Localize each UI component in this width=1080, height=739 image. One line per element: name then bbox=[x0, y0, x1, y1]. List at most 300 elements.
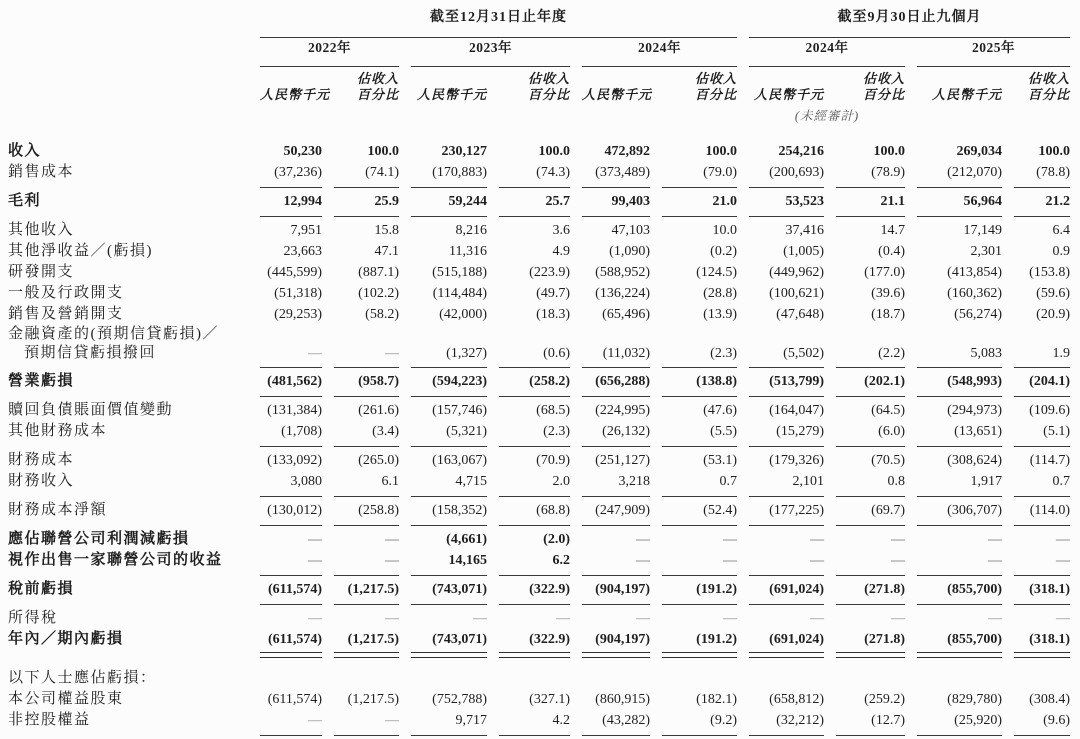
year-2022-header: 2022年 bbox=[308, 40, 351, 55]
percent-cell: 1.9 bbox=[1052, 346, 1070, 361]
single-rule bbox=[334, 496, 399, 497]
single-rule bbox=[836, 216, 905, 217]
row-label: 銷售及營銷開支 bbox=[8, 306, 124, 322]
single-rule bbox=[1014, 735, 1070, 736]
single-rule bbox=[334, 604, 399, 605]
single-rule bbox=[582, 735, 650, 736]
amount-cell: (164,047) bbox=[769, 403, 824, 418]
amount-cell: (25,920) bbox=[954, 713, 1002, 728]
amount-cell: (160,362) bbox=[947, 286, 1002, 301]
table-row bbox=[8, 668, 1080, 689]
single-rule bbox=[499, 396, 570, 397]
single-rule-row bbox=[8, 442, 1080, 450]
percent-cell bbox=[662, 668, 737, 689]
single-rule bbox=[662, 525, 737, 526]
table-row bbox=[8, 710, 1080, 731]
amount-cell: (15,279) bbox=[776, 424, 824, 439]
percent-cell: (70.9) bbox=[536, 453, 570, 468]
row-label: 其他財務成本 bbox=[8, 423, 108, 439]
single-rule bbox=[917, 216, 1002, 217]
percent-cell: (114.7) bbox=[1029, 453, 1070, 468]
percent-cell: (49.7) bbox=[536, 286, 570, 301]
percent-cell: — bbox=[723, 553, 737, 568]
single-rule bbox=[917, 367, 1002, 368]
double-rule bbox=[662, 652, 737, 658]
single-rule bbox=[917, 396, 1002, 397]
percent-cell: (5.1) bbox=[1043, 424, 1070, 439]
amount-cell bbox=[582, 668, 650, 689]
year-2024-header: 2024年 bbox=[638, 40, 681, 55]
percent-cell: — bbox=[1056, 553, 1070, 568]
amount-cell: (611,574) bbox=[267, 632, 322, 647]
amount-cell: — bbox=[988, 611, 1002, 626]
amount-cell: (743,071) bbox=[432, 582, 487, 597]
single-rule bbox=[1014, 604, 1070, 605]
single-rule bbox=[411, 604, 487, 605]
amount-cell: 50,230 bbox=[283, 144, 322, 159]
amount-cell: (200,693) bbox=[769, 165, 824, 180]
amount-cell: 53,523 bbox=[785, 194, 824, 209]
amount-cell: (1,090) bbox=[609, 244, 650, 259]
percent-cell: 100.0 bbox=[367, 144, 399, 159]
row-label: 稅前虧損 bbox=[8, 581, 75, 597]
single-rule-row bbox=[8, 600, 1080, 608]
double-rule bbox=[749, 652, 824, 658]
percent-cell: (69.7) bbox=[871, 503, 905, 518]
table-row bbox=[8, 344, 1080, 363]
amount-cell bbox=[260, 668, 322, 689]
percent-cell: 6.2 bbox=[552, 553, 570, 568]
table-row bbox=[8, 450, 1080, 471]
row-label: 年內／期內虧損 bbox=[8, 631, 124, 647]
single-rule bbox=[334, 216, 399, 217]
percent-cell: (271.8) bbox=[864, 632, 905, 647]
amount-cell: — bbox=[636, 611, 650, 626]
table-row bbox=[8, 608, 1080, 629]
single-rule-row bbox=[8, 571, 1080, 579]
single-rule bbox=[662, 187, 737, 188]
single-rule bbox=[411, 187, 487, 188]
percent-cell: (322.9) bbox=[529, 632, 570, 647]
percent-cell: (958.7) bbox=[358, 374, 399, 389]
year-rule bbox=[411, 58, 570, 67]
amount-cell: (11,032) bbox=[602, 346, 650, 361]
percent-cell: (0.6) bbox=[543, 346, 570, 361]
amount-cell: (29,253) bbox=[274, 307, 322, 322]
amount-cell: (42,000) bbox=[439, 307, 487, 322]
single-rule bbox=[749, 525, 824, 526]
percent-cell: (53.1) bbox=[703, 453, 737, 468]
percent-cell: (138.8) bbox=[696, 374, 737, 389]
amount-cell: (691,024) bbox=[769, 582, 824, 597]
single-rule bbox=[582, 575, 650, 576]
single-rule-row bbox=[8, 183, 1080, 191]
double-rule bbox=[1014, 652, 1070, 658]
single-rule bbox=[499, 575, 570, 576]
amount-cell: — bbox=[308, 611, 322, 626]
row-label: 預期信貸虧損撥回 bbox=[24, 345, 157, 361]
row-label: 以下人士應佔虧損： bbox=[8, 670, 157, 686]
amount-cell: (548,993) bbox=[947, 374, 1002, 389]
single-rule bbox=[1014, 396, 1070, 397]
percent-cell: 4.9 bbox=[552, 244, 570, 259]
percent-cell bbox=[836, 325, 905, 344]
amount-cell: (131,384) bbox=[267, 403, 322, 418]
percent-cell: — bbox=[1056, 532, 1070, 547]
single-rule bbox=[662, 396, 737, 397]
percent-cell: (153.8) bbox=[1029, 265, 1070, 280]
percent-cell: 21.2 bbox=[1045, 194, 1070, 209]
amount-cell: (56,274) bbox=[954, 307, 1002, 322]
single-rule-row bbox=[8, 392, 1080, 400]
percent-cell: (114.0) bbox=[1029, 503, 1070, 518]
amount-cell bbox=[749, 325, 824, 344]
single-rule bbox=[917, 446, 1002, 447]
interim-2024-header: 2024年 bbox=[805, 40, 849, 55]
amount-cell: (212,070) bbox=[947, 165, 1002, 180]
single-rule bbox=[499, 735, 570, 736]
percent-cell: — bbox=[1056, 611, 1070, 626]
single-rule bbox=[499, 216, 570, 217]
amount-cell: (26,132) bbox=[602, 424, 650, 439]
row-label: 其他收入 bbox=[8, 222, 75, 238]
single-rule bbox=[836, 735, 905, 736]
row-label: 應佔聯營公司利潤減虧損 bbox=[8, 531, 190, 547]
percent-cell: (322.9) bbox=[529, 582, 570, 597]
percent-cell: 0.7 bbox=[1052, 474, 1070, 489]
single-rule bbox=[662, 367, 737, 368]
amount-cell: — bbox=[308, 553, 322, 568]
single-rule bbox=[260, 216, 322, 217]
single-rule bbox=[662, 604, 737, 605]
single-rule bbox=[917, 604, 1002, 605]
double-rule bbox=[334, 652, 399, 658]
amount-cell: 230,127 bbox=[441, 144, 487, 159]
percent-cell: 2.0 bbox=[552, 474, 570, 489]
percent-cell: 4.2 bbox=[552, 713, 570, 728]
amount-cell bbox=[917, 325, 1002, 344]
single-rule bbox=[582, 604, 650, 605]
percent-cell: (2.3) bbox=[543, 424, 570, 439]
single-rule bbox=[334, 735, 399, 736]
amount-cell: 99,403 bbox=[611, 194, 650, 209]
single-rule bbox=[499, 496, 570, 497]
amount-cell: (1,327) bbox=[446, 346, 487, 361]
period-group-header-row bbox=[8, 8, 1080, 28]
percent-cell: (887.1) bbox=[358, 265, 399, 280]
single-rule bbox=[662, 446, 737, 447]
percent-cell: (223.9) bbox=[529, 265, 570, 280]
percent-cell: 25.7 bbox=[545, 194, 570, 209]
amount-cell: (413,854) bbox=[947, 265, 1002, 280]
amount-cell: (829,780) bbox=[947, 692, 1002, 707]
percent-cell: (12.7) bbox=[871, 713, 905, 728]
percent-cell: (47.6) bbox=[703, 403, 737, 418]
percent-cell: 100.0 bbox=[873, 144, 905, 159]
percent-cell: — bbox=[723, 532, 737, 547]
single-rule bbox=[662, 216, 737, 217]
percent-cell: (58.2) bbox=[365, 307, 399, 322]
single-rule bbox=[582, 396, 650, 397]
single-rule bbox=[662, 575, 737, 576]
single-rule bbox=[582, 216, 650, 217]
table-row bbox=[8, 191, 1080, 212]
row-label: 非控股權益 bbox=[8, 712, 91, 728]
single-rule bbox=[749, 496, 824, 497]
percent-cell: 47.1 bbox=[374, 244, 399, 259]
single-rule bbox=[334, 446, 399, 447]
percent-cell bbox=[334, 668, 399, 689]
amount-cell: (157,746) bbox=[432, 403, 487, 418]
table-row bbox=[8, 500, 1080, 521]
row-label: 財務成本 bbox=[8, 452, 75, 468]
amount-cell: 5,083 bbox=[970, 346, 1002, 361]
single-rule bbox=[582, 187, 650, 188]
percent-cell: (79.0) bbox=[703, 165, 737, 180]
percent-cell: (74.3) bbox=[536, 165, 570, 180]
percent-cell: (1,217.5) bbox=[347, 692, 399, 707]
amount-cell: (179,326) bbox=[769, 453, 824, 468]
single-rule bbox=[836, 525, 905, 526]
percent-cell: 3.6 bbox=[552, 223, 570, 238]
percent-cell: (18.3) bbox=[536, 307, 570, 322]
table-row bbox=[8, 550, 1080, 571]
amount-cell: (904,197) bbox=[595, 582, 650, 597]
annual-period-title: 截至12月31日止年度 bbox=[430, 10, 567, 25]
double-rule bbox=[260, 652, 322, 658]
amount-cell: 17,149 bbox=[963, 223, 1002, 238]
percent-cell: (68.5) bbox=[536, 403, 570, 418]
single-rule bbox=[260, 735, 322, 736]
percent-cell: 100.0 bbox=[705, 144, 737, 159]
interim-group-rule bbox=[749, 28, 1070, 38]
amount-cell: (656,288) bbox=[595, 374, 650, 389]
percent-cell: (124.5) bbox=[696, 265, 737, 280]
table-row bbox=[8, 220, 1080, 241]
period-group-rule-row bbox=[8, 28, 1080, 38]
percent-cell: 14.7 bbox=[880, 223, 905, 238]
amount-cell: (130,012) bbox=[267, 503, 322, 518]
interim-2025-header: 2025年 bbox=[972, 40, 1015, 55]
single-rule bbox=[917, 496, 1002, 497]
column-header-row bbox=[8, 71, 1080, 103]
amount-cell: (224,995) bbox=[595, 403, 650, 418]
percent-cell bbox=[1014, 325, 1070, 344]
percent-cell: 100.0 bbox=[1038, 144, 1070, 159]
amount-cell: 56,964 bbox=[963, 194, 1002, 209]
percent-cell: — bbox=[385, 346, 399, 361]
amount-cell: (51,318) bbox=[274, 286, 322, 301]
percent-cell: (5.5) bbox=[710, 424, 737, 439]
double-rule bbox=[917, 652, 1002, 658]
percent-cell: (191.2) bbox=[696, 582, 737, 597]
amount-cell: (691,024) bbox=[769, 632, 824, 647]
amount-cell: — bbox=[810, 532, 824, 547]
amount-cell: (588,952) bbox=[595, 265, 650, 280]
amount-cell: 4,715 bbox=[455, 474, 487, 489]
amount-cell: 7,951 bbox=[290, 223, 322, 238]
percent-cell: (318.1) bbox=[1029, 632, 1070, 647]
single-rule bbox=[836, 396, 905, 397]
percent-cell: 0.9 bbox=[1052, 244, 1070, 259]
table-row bbox=[8, 283, 1080, 304]
percent-cell: (78.8) bbox=[1036, 165, 1070, 180]
single-rule bbox=[499, 187, 570, 188]
percent-cell: (52.4) bbox=[703, 503, 737, 518]
single-rule bbox=[1014, 446, 1070, 447]
percent-cell: (258.2) bbox=[529, 374, 570, 389]
single-rule bbox=[1014, 575, 1070, 576]
single-rule bbox=[582, 367, 650, 368]
year-rule bbox=[582, 58, 737, 67]
amount-cell: (481,562) bbox=[267, 374, 322, 389]
percent-cell bbox=[499, 668, 570, 689]
single-rule bbox=[499, 525, 570, 526]
percent-cell: (3.4) bbox=[372, 424, 399, 439]
single-rule bbox=[917, 735, 1002, 736]
amount-cell bbox=[260, 325, 322, 344]
percent-cell: (39.6) bbox=[871, 286, 905, 301]
amount-cell: 37,416 bbox=[785, 223, 824, 238]
amount-cell bbox=[582, 325, 650, 344]
pct-of-revenue-header: 佔收入 百分比 bbox=[527, 71, 570, 102]
single-rule-row bbox=[8, 492, 1080, 500]
amount-unit-header: 人民幣千元 bbox=[260, 87, 331, 102]
percent-cell: (78.9) bbox=[871, 165, 905, 180]
percent-cell: 100.0 bbox=[538, 144, 570, 159]
single-rule bbox=[260, 604, 322, 605]
table-row bbox=[8, 262, 1080, 283]
percent-cell: (308.4) bbox=[1029, 692, 1070, 707]
percent-cell bbox=[662, 325, 737, 344]
percent-cell: (2.3) bbox=[710, 346, 737, 361]
amount-cell: (133,092) bbox=[267, 453, 322, 468]
percent-cell: (182.1) bbox=[696, 692, 737, 707]
percent-cell: (0.2) bbox=[710, 244, 737, 259]
pct-of-revenue-header: 佔收入 百分比 bbox=[356, 71, 399, 102]
amount-cell: (1,708) bbox=[281, 424, 322, 439]
percent-cell: 6.1 bbox=[381, 474, 399, 489]
single-rule bbox=[499, 446, 570, 447]
amount-cell: (136,224) bbox=[595, 286, 650, 301]
single-rule-row bbox=[8, 212, 1080, 220]
interim-period-title: 截至9月30日止九個月 bbox=[837, 10, 982, 25]
table-row bbox=[8, 529, 1080, 550]
percent-cell: (74.1) bbox=[365, 165, 399, 180]
table-row bbox=[8, 579, 1080, 600]
row-label: 其他淨收益／(虧損) bbox=[8, 243, 153, 259]
percent-cell: — bbox=[891, 611, 905, 626]
single-rule bbox=[662, 735, 737, 736]
amount-cell: — bbox=[636, 532, 650, 547]
amount-cell: 14,165 bbox=[448, 553, 487, 568]
single-rule bbox=[582, 446, 650, 447]
table-row bbox=[8, 141, 1080, 162]
amount-cell: (860,915) bbox=[595, 692, 650, 707]
amount-cell bbox=[749, 668, 824, 689]
percent-cell: 25.9 bbox=[374, 194, 399, 209]
single-rule bbox=[917, 187, 1002, 188]
single-rule bbox=[662, 496, 737, 497]
single-rule bbox=[411, 525, 487, 526]
year-rule-row bbox=[8, 58, 1080, 67]
annual-group-rule bbox=[260, 28, 737, 38]
unaudited-note-row bbox=[8, 107, 1080, 125]
single-rule-row bbox=[8, 521, 1080, 529]
single-rule bbox=[499, 367, 570, 368]
single-rule bbox=[260, 575, 322, 576]
pct-of-revenue-header: 佔收入 百分比 bbox=[862, 71, 905, 102]
percent-cell: (261.6) bbox=[358, 403, 399, 418]
amount-cell: (294,973) bbox=[947, 403, 1002, 418]
year-rule bbox=[749, 58, 905, 67]
table-row bbox=[8, 304, 1080, 325]
single-rule bbox=[334, 396, 399, 397]
amount-cell: (308,624) bbox=[947, 453, 1002, 468]
single-rule bbox=[334, 525, 399, 526]
row-label: 財務收入 bbox=[8, 473, 75, 489]
percent-cell: (202.1) bbox=[864, 374, 905, 389]
percent-cell: (59.6) bbox=[1036, 286, 1070, 301]
single-rule bbox=[749, 216, 824, 217]
percent-cell: 15.8 bbox=[374, 223, 399, 238]
amount-cell: 9,717 bbox=[455, 713, 487, 728]
amount-cell: (251,127) bbox=[595, 453, 650, 468]
amount-cell: 472,892 bbox=[604, 144, 650, 159]
amount-cell: (611,574) bbox=[267, 582, 322, 597]
amount-cell: — bbox=[308, 713, 322, 728]
amount-cell: (306,707) bbox=[947, 503, 1002, 518]
single-rule bbox=[411, 496, 487, 497]
amount-cell: (177,225) bbox=[769, 503, 824, 518]
table-row bbox=[8, 325, 1080, 344]
amount-cell: 254,216 bbox=[778, 144, 824, 159]
amount-cell: — bbox=[988, 553, 1002, 568]
row-label: 收入 bbox=[8, 143, 42, 159]
double-rule bbox=[499, 652, 570, 658]
percent-cell: (1,217.5) bbox=[347, 632, 399, 647]
row-label: 毛利 bbox=[8, 193, 42, 209]
amount-cell: (594,223) bbox=[432, 374, 487, 389]
year-header-row bbox=[8, 38, 1080, 58]
single-rule bbox=[411, 396, 487, 397]
single-rule bbox=[836, 446, 905, 447]
table-row bbox=[8, 629, 1080, 650]
single-rule bbox=[749, 735, 824, 736]
percent-cell: (1,217.5) bbox=[347, 582, 399, 597]
single-rule bbox=[260, 446, 322, 447]
amount-cell: — bbox=[308, 346, 322, 361]
single-rule bbox=[334, 367, 399, 368]
double-rule bbox=[411, 652, 487, 658]
percent-cell: (2.2) bbox=[878, 346, 905, 361]
percent-cell: 0.8 bbox=[887, 474, 905, 489]
percent-cell: — bbox=[385, 713, 399, 728]
single-rule bbox=[917, 525, 1002, 526]
single-rule bbox=[917, 575, 1002, 576]
percent-cell: (64.5) bbox=[871, 403, 905, 418]
amount-cell: (32,212) bbox=[776, 713, 824, 728]
percent-cell: (2.0) bbox=[543, 532, 570, 547]
double-rule bbox=[582, 652, 650, 658]
amount-cell: — bbox=[473, 611, 487, 626]
percent-cell: — bbox=[385, 611, 399, 626]
single-rule bbox=[582, 496, 650, 497]
percent-cell: — bbox=[556, 611, 570, 626]
percent-cell: (327.1) bbox=[529, 692, 570, 707]
pct-of-revenue-header: 佔收入 百分比 bbox=[1027, 71, 1070, 102]
row-label: 營業虧損 bbox=[8, 373, 75, 389]
